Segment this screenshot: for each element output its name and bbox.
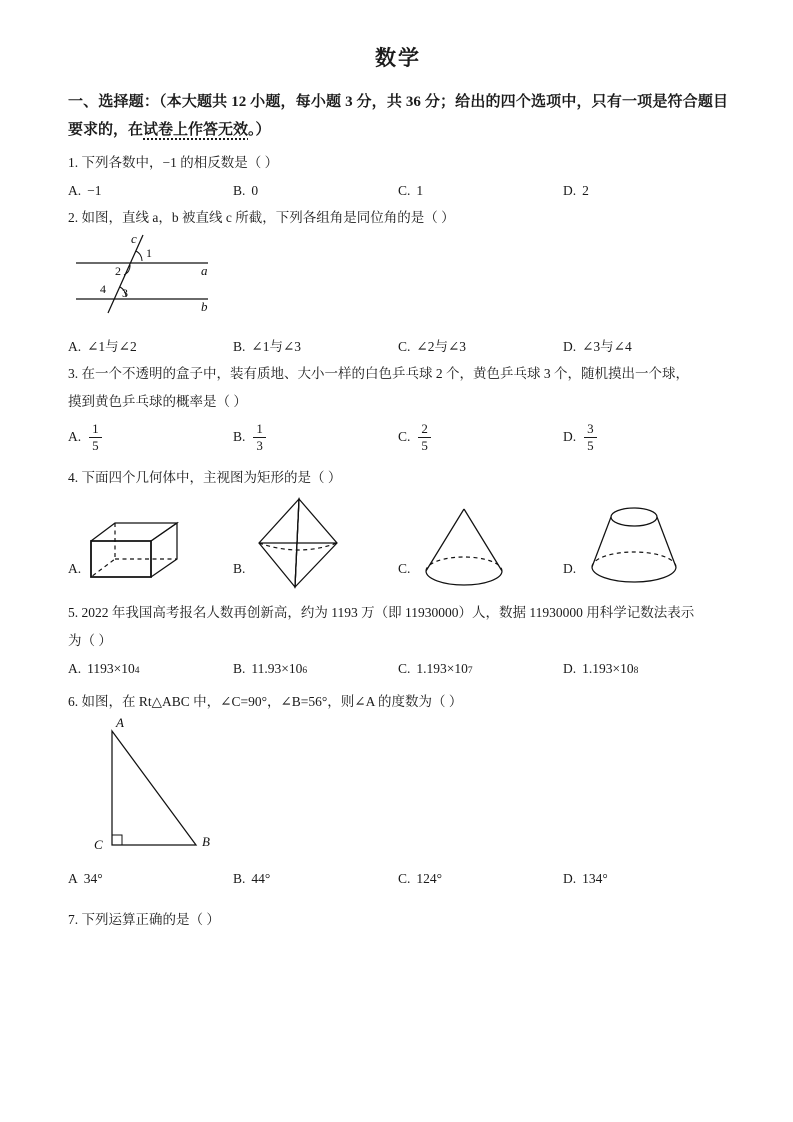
- question-3-number: 3.: [68, 366, 79, 382]
- parallel-lines-transversal-diagram: [68, 231, 228, 315]
- question-4-stem: [68, 464, 728, 492]
- option-exponent: 4: [134, 665, 140, 676]
- question-5-option-d[interactable]: [563, 655, 728, 682]
- question-5-option-a[interactable]: [68, 655, 233, 682]
- option-key: D.: [563, 561, 577, 577]
- option-key: D.: [563, 871, 577, 887]
- question-6-figure: [90, 715, 728, 865]
- option-key: A: [68, 871, 78, 887]
- option-key: A.: [68, 339, 82, 355]
- right-triangle-abc-diagram: [90, 715, 240, 865]
- option-key: D.: [563, 429, 577, 445]
- section-header-prefix: 一、选择题：（本大题共 12 小题，每小题 3 分，共 36 分；给出的四个选项中，只有一项是符合题目要求的，在: [68, 94, 728, 139]
- option-key: A.: [68, 182, 82, 198]
- question-5-stem-line1: [68, 599, 728, 627]
- question-3: [68, 360, 728, 453]
- question-1: [68, 149, 728, 204]
- question-2-stem: [68, 204, 728, 232]
- option-value: 2: [582, 182, 589, 198]
- option-key: C.: [398, 871, 411, 887]
- question-4-text: 下面四个几何体中，主视图为矩形的是（ ）: [81, 469, 342, 485]
- question-3-options: [68, 422, 728, 454]
- option-exponent: 6: [302, 665, 308, 676]
- fraction-numerator: 1: [92, 420, 99, 436]
- question-4-number: 4.: [68, 469, 79, 485]
- option-value: 1193×10: [87, 660, 135, 676]
- question-5: [68, 599, 728, 681]
- cuboid-icon: [85, 513, 193, 591]
- question-4-options: [68, 491, 728, 591]
- label-vertex-a: A: [116, 715, 124, 731]
- option-key: A.: [68, 561, 82, 577]
- label-angle-3: 3: [122, 286, 128, 301]
- question-5-stem-line2: [68, 627, 728, 655]
- label-angle-4: 4: [100, 282, 106, 297]
- question-3-text-1: 在一个不透明的盒子中，装有质地、大小一样的白色乒乓球 2 个，黄色乒乓球 3 个，随机摸出一个球，: [81, 366, 689, 382]
- label-vertex-c: C: [94, 837, 103, 853]
- question-1-option-c[interactable]: [398, 177, 563, 204]
- fraction: [253, 422, 266, 454]
- question-4: [68, 464, 728, 592]
- question-5-option-b[interactable]: [233, 655, 398, 682]
- question-6-options: [68, 865, 728, 892]
- question-6: [68, 688, 728, 893]
- question-5-options: [68, 655, 728, 682]
- question-6-option-d[interactable]: [563, 865, 728, 892]
- option-key: B.: [233, 339, 246, 355]
- label-angle-2: 2: [115, 264, 121, 279]
- question-1-option-a[interactable]: [68, 177, 233, 204]
- option-key: A.: [68, 660, 82, 676]
- question-7-text: 下列运算正确的是（ ）: [81, 912, 220, 928]
- label-line-b: b: [201, 299, 208, 315]
- question-2-option-a[interactable]: [68, 333, 233, 360]
- fraction-denominator: 5: [418, 437, 431, 454]
- question-2: [68, 204, 728, 361]
- option-key: B.: [233, 561, 246, 577]
- question-7-stem: [68, 906, 728, 934]
- question-7: [68, 906, 728, 934]
- option-exponent: 8: [633, 665, 639, 676]
- section-header-suffix: 。）: [248, 122, 271, 139]
- fraction-denominator: 5: [584, 437, 597, 454]
- option-key: B.: [233, 660, 246, 676]
- option-value: ∠3与∠4: [582, 339, 632, 355]
- label-vertex-b: B: [202, 834, 210, 850]
- question-5-option-c[interactable]: [398, 655, 563, 682]
- fraction: [89, 422, 102, 454]
- question-3-text-2: 摸到黄色乒乓球的概率是（ ）: [68, 393, 247, 409]
- fraction: [418, 422, 431, 454]
- frustum-icon: [580, 501, 690, 591]
- question-3-option-c[interactable]: [398, 422, 563, 454]
- question-6-stem: [68, 688, 728, 716]
- option-key: C.: [398, 182, 411, 198]
- label-angle-1: 1: [146, 246, 152, 261]
- fraction-denominator: 5: [89, 437, 102, 454]
- cone-icon: [414, 505, 518, 591]
- option-key: A.: [68, 429, 82, 445]
- option-exponent: 7: [467, 665, 473, 676]
- option-key: B.: [233, 871, 246, 887]
- section-header: [68, 89, 728, 145]
- question-6-option-b[interactable]: [233, 865, 398, 892]
- option-value: 124°: [416, 871, 443, 887]
- question-3-stem-line1: [68, 360, 728, 388]
- option-value: 44°: [251, 871, 271, 887]
- question-1-option-b[interactable]: [233, 177, 398, 204]
- question-4-option-d[interactable]: [563, 491, 728, 591]
- question-1-options: [68, 177, 728, 204]
- question-2-text: 如图，直线 a，b 被直线 c 所截，下列各组角是同位角的是（ ）: [81, 209, 455, 225]
- question-2-number: 2.: [68, 209, 79, 225]
- option-value: 1.193×10: [416, 660, 468, 676]
- option-value: 1.193×10: [582, 660, 634, 676]
- option-value: 34°: [83, 871, 103, 887]
- option-value: ∠2与∠3: [416, 339, 467, 355]
- option-value: ∠1与∠3: [251, 339, 302, 355]
- section-header-emphasis: 试卷上作答无效: [143, 122, 249, 139]
- question-3-option-d[interactable]: [563, 422, 728, 454]
- question-6-option-a[interactable]: [68, 865, 233, 892]
- option-value: −1: [87, 182, 102, 198]
- question-3-option-b[interactable]: [233, 422, 398, 454]
- question-1-stem: [68, 149, 728, 177]
- option-value: 1: [416, 182, 424, 198]
- option-key: D.: [563, 182, 577, 198]
- option-key: C.: [398, 660, 411, 676]
- question-6-number: 6.: [68, 693, 79, 709]
- question-2-figure: [68, 231, 728, 315]
- question-2-option-d[interactable]: [563, 333, 728, 360]
- question-1-option-d[interactable]: [563, 177, 728, 204]
- fraction-numerator: 2: [421, 420, 428, 436]
- tetrahedron-icon: [249, 495, 353, 591]
- fraction-denominator: 3: [253, 437, 266, 454]
- question-5-number: 5.: [68, 605, 79, 621]
- question-7-number: 7.: [68, 912, 79, 928]
- option-key: D.: [563, 339, 577, 355]
- fraction-numerator: 3: [587, 420, 594, 436]
- question-1-number: 1.: [68, 154, 79, 170]
- question-2-option-c[interactable]: [398, 333, 563, 360]
- question-3-stem-line2: [68, 388, 728, 416]
- label-line-a: a: [201, 263, 208, 279]
- page-content: [68, 44, 728, 934]
- question-5-text-1: 2022 年我国高考报名人数再创新高，约为 1193 万（即 11930000）人，数据 11930000 用科学记数法表示: [81, 605, 695, 621]
- option-value: 134°: [582, 871, 608, 887]
- fraction-numerator: 1: [256, 420, 263, 436]
- option-value: ∠1与∠2: [87, 339, 137, 355]
- label-line-c: c: [131, 231, 137, 247]
- question-2-option-b[interactable]: [233, 333, 398, 360]
- question-6-text: 如图，在 Rt△ABC 中，∠C=90°，∠B=56°，则∠A 的度数为（ ）: [81, 693, 463, 709]
- question-5-text-2: 为（ ）: [68, 633, 112, 649]
- option-key: C.: [398, 561, 411, 577]
- question-4-option-a[interactable]: [68, 491, 233, 591]
- option-key: C.: [398, 339, 411, 355]
- question-1-text: 下列各数中，−1 的相反数是（ ）: [81, 154, 279, 170]
- option-key: B.: [233, 429, 246, 445]
- fraction: [584, 422, 597, 454]
- option-key: B.: [233, 182, 246, 198]
- question-2-options: [68, 333, 728, 360]
- question-4-option-b[interactable]: [233, 491, 398, 591]
- option-value: 11.93×10: [251, 660, 303, 676]
- option-key: D.: [563, 660, 577, 676]
- option-value: 0: [251, 182, 259, 198]
- question-4-option-c[interactable]: [398, 491, 563, 591]
- option-key: C.: [398, 429, 411, 445]
- question-3-option-a[interactable]: [68, 422, 233, 454]
- page-title: 数学: [375, 46, 421, 70]
- question-6-option-c[interactable]: [398, 865, 563, 892]
